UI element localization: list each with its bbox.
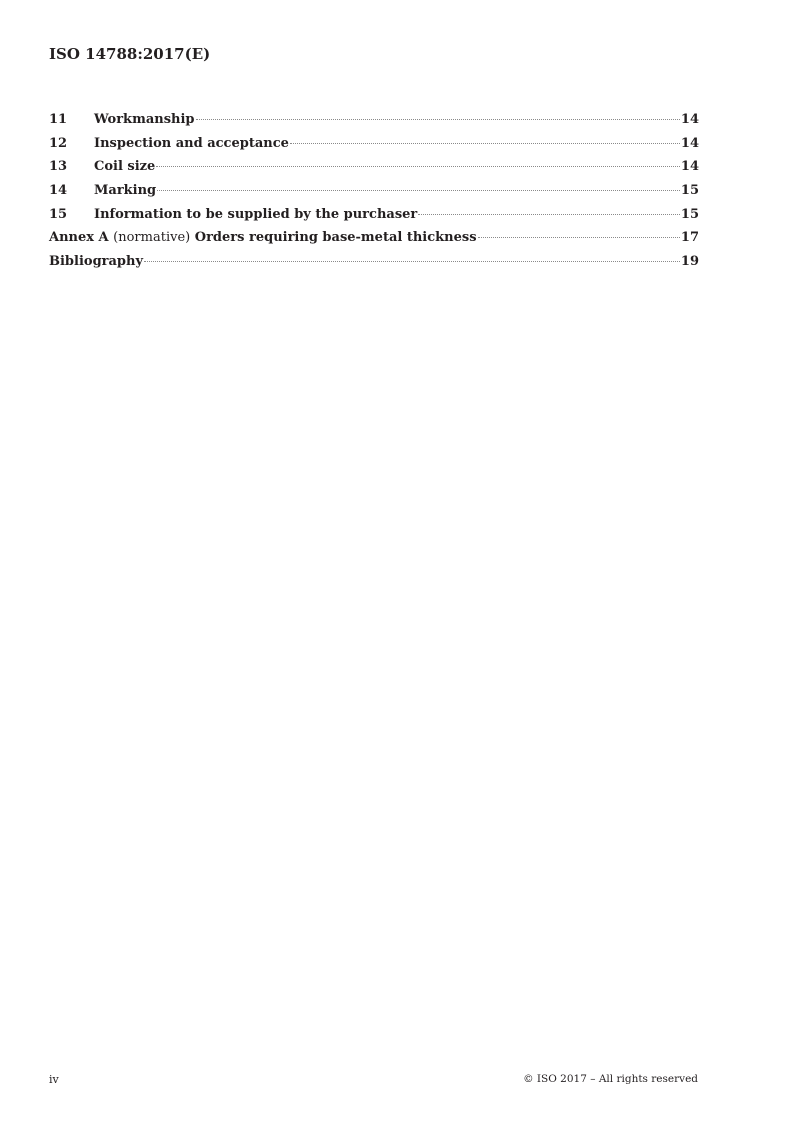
dot-leader — [144, 261, 680, 262]
toc-entry-number: 12 — [49, 135, 68, 151]
toc-entry-page: 17 — [680, 230, 699, 246]
toc-entry-title: Marking — [94, 183, 157, 199]
toc-entry-title: Workmanship — [94, 112, 195, 127]
toc-entry[interactable] — [49, 112, 699, 136]
toc-entry-number: 11 — [49, 112, 68, 127]
dot-leader — [196, 119, 680, 120]
toc-entry[interactable] — [49, 136, 699, 160]
annex-title: Orders requiring base-metal thickness — [194, 230, 477, 246]
toc-annex-title — [49, 230, 477, 245]
toc-entry-number: 15 — [49, 206, 68, 222]
toc-entry[interactable] — [49, 183, 699, 207]
toc-entry-page: 15 — [680, 183, 699, 199]
toc-entry-page: 14 — [680, 159, 699, 175]
toc-entry-number: 14 — [49, 183, 68, 199]
footer-copyright: © ISO 2017 – All rights reserved — [523, 1073, 698, 1085]
dot-leader — [478, 237, 680, 238]
toc-bibliography-entry[interactable] — [49, 254, 699, 278]
toc-entry[interactable] — [49, 159, 699, 183]
toc-entry-title: Inspection and acceptance — [94, 135, 289, 151]
toc-entry[interactable] — [49, 207, 699, 231]
annex-label: Annex A — [49, 230, 109, 246]
toc-annex-entry[interactable] — [49, 230, 699, 254]
toc-entry-title: Bibliography — [49, 254, 144, 270]
toc-entry-page: 19 — [680, 254, 699, 270]
toc-entry-number: 13 — [49, 159, 68, 175]
toc-entry-title: Information to be supplied by the purchaser — [94, 206, 418, 222]
toc-entry-title: Coil size — [94, 159, 156, 175]
toc-entry-page: 14 — [680, 112, 699, 127]
footer-page-number: iv — [49, 1073, 59, 1086]
dot-leader — [157, 190, 680, 191]
toc-entry-page: 14 — [680, 135, 699, 151]
table-of-contents — [49, 112, 699, 278]
dot-leader — [290, 143, 680, 144]
annex-qualifier: (normative) — [113, 230, 191, 246]
dot-leader — [156, 166, 680, 167]
dot-leader — [418, 214, 680, 215]
document-id-header: ISO 14788:2017(E) — [49, 45, 211, 63]
toc-entry-page: 15 — [680, 206, 699, 222]
